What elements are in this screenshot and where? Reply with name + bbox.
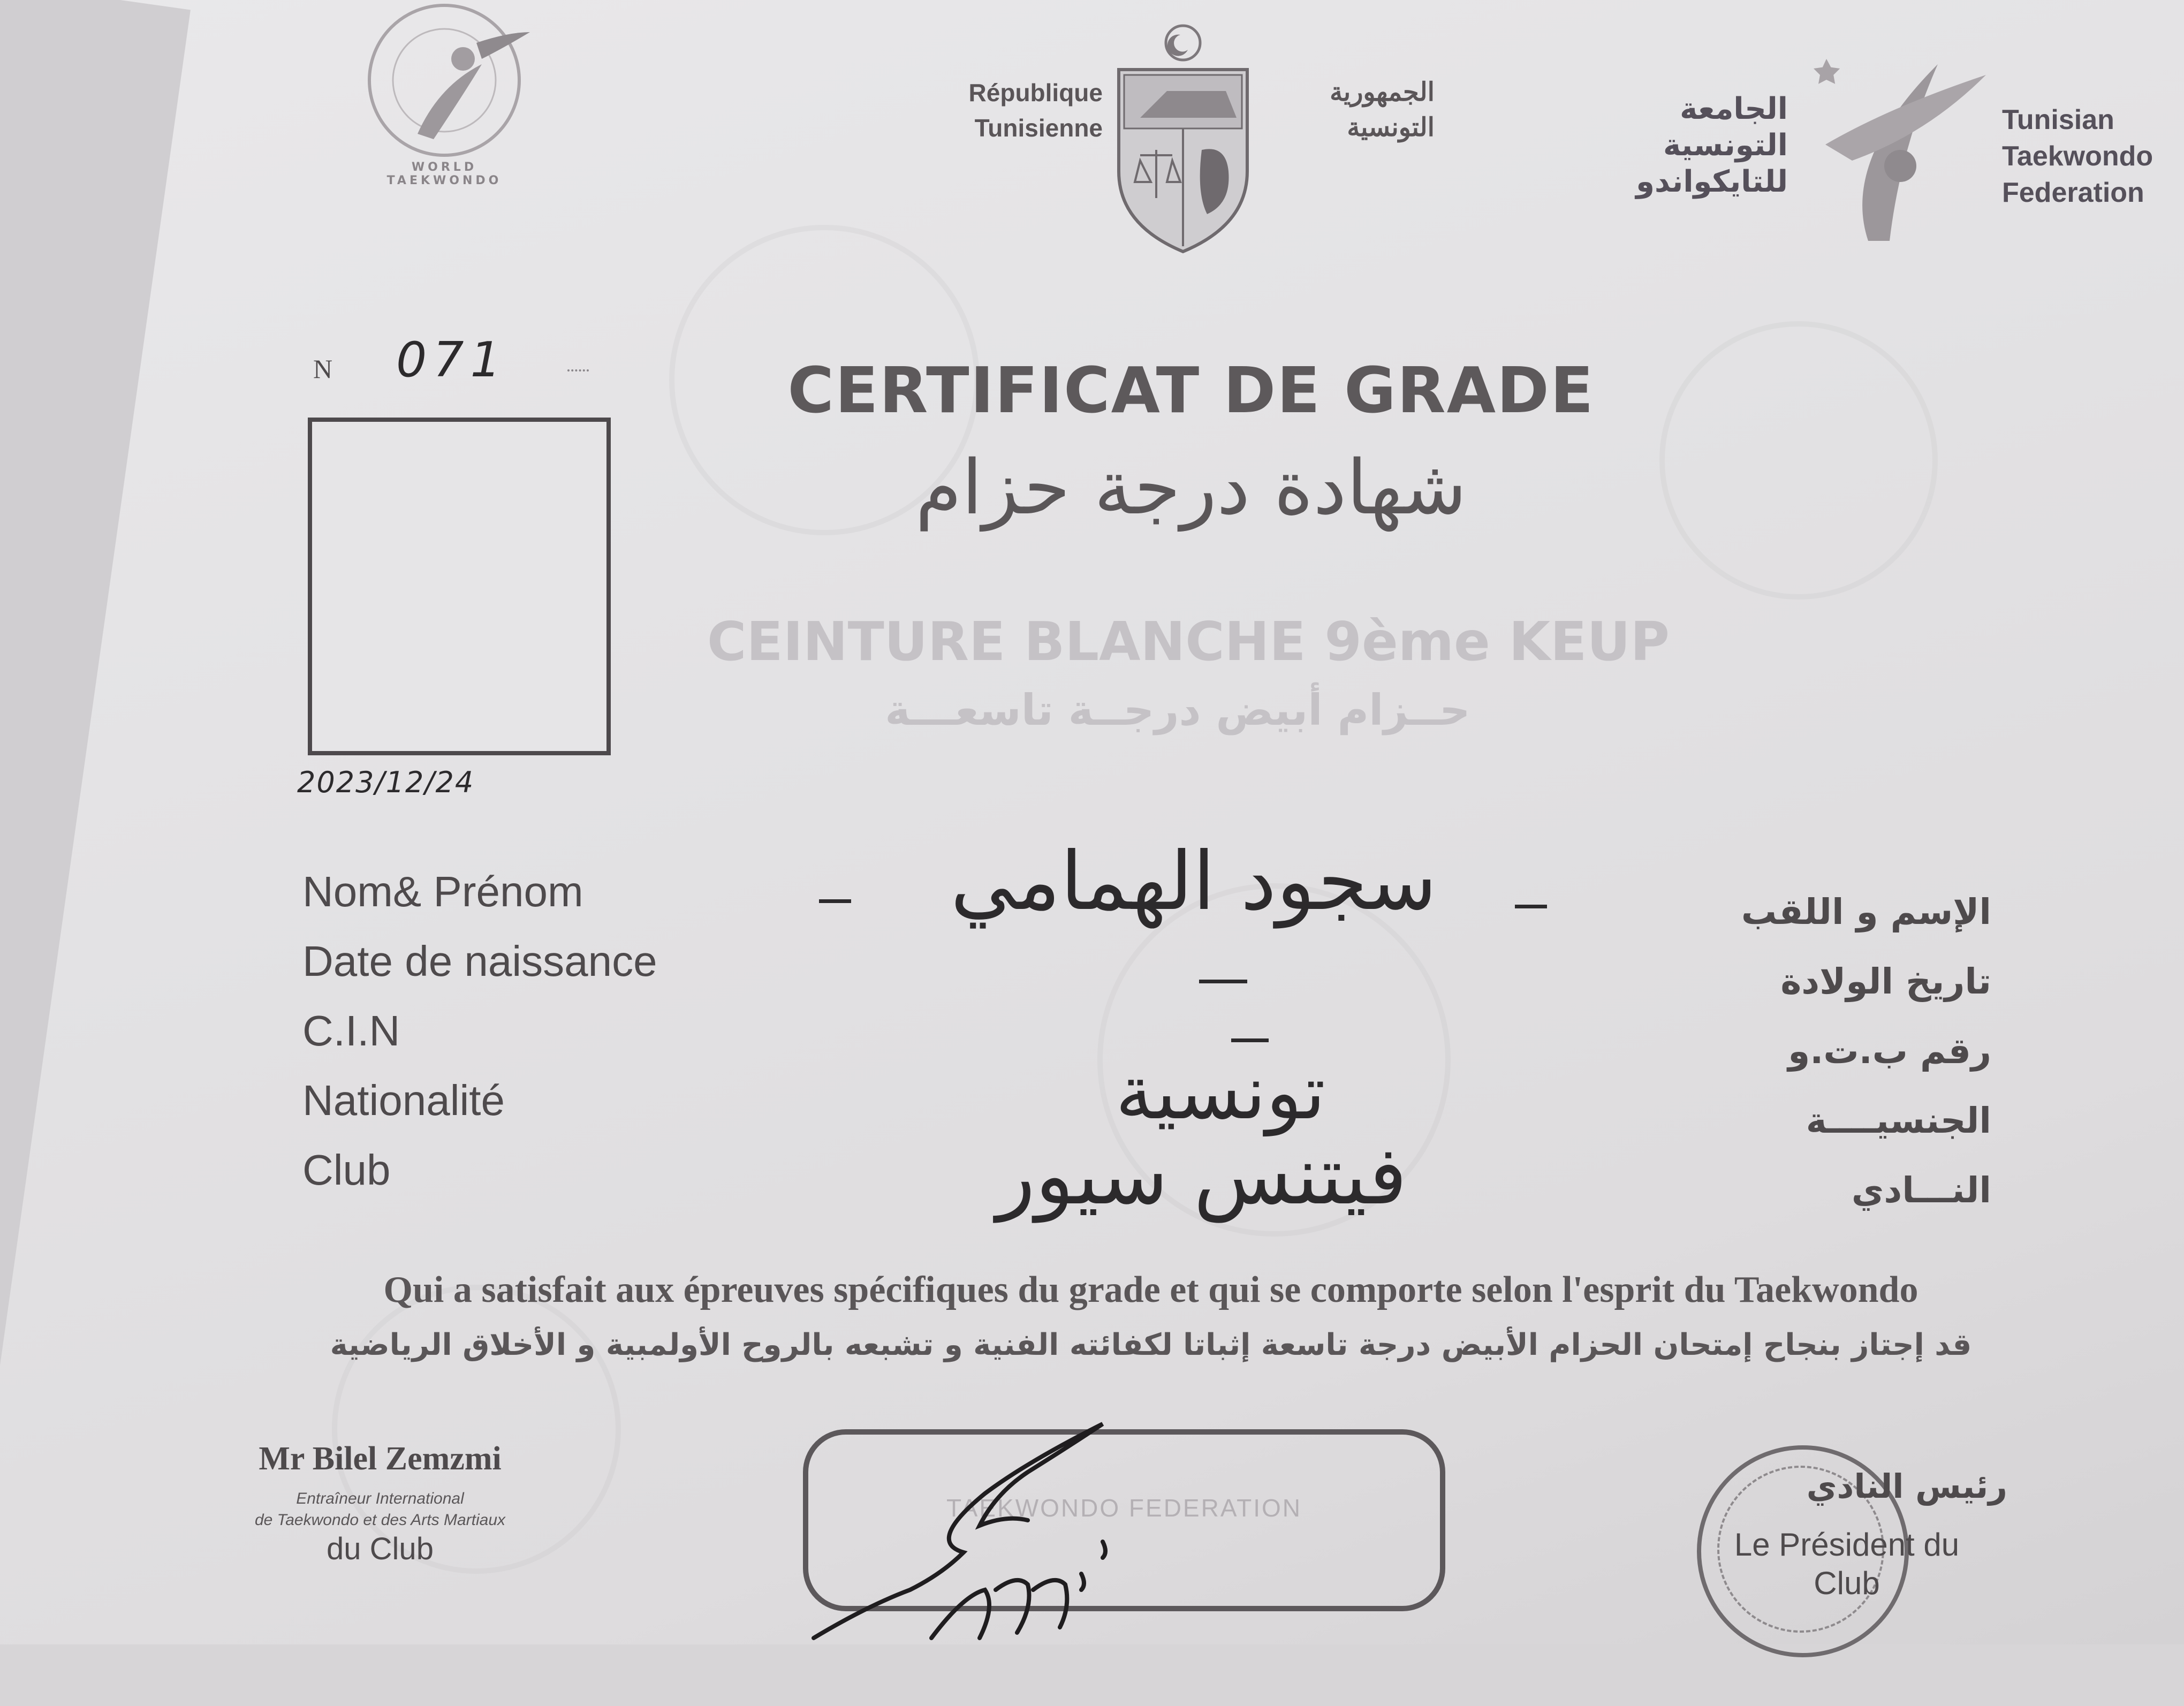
federation-en-line: Taekwondo	[2002, 141, 2153, 172]
federation-ar-line: التونسية	[1663, 128, 1788, 163]
field-label-club-fr: Club	[302, 1146, 391, 1194]
coach-title-line: de Taekwondo et des Arts Martiaux	[254, 1511, 506, 1529]
signature-scribble-icon	[803, 1413, 1231, 1644]
field-label-cin-ar: رقم ب.ت.و	[1788, 1030, 1991, 1072]
wt-logo-text: WORLD TAEKWONDO	[386, 161, 502, 187]
world-taekwondo-logo	[353, 0, 535, 187]
photo-date: 2023/12/24	[297, 765, 475, 799]
country-name-fr	[921, 75, 1103, 146]
field-value-club: فيتنس سيور	[996, 1129, 1407, 1223]
field-label-club-ar: النـــادي	[1851, 1170, 1991, 1211]
country-fr-line: République	[968, 79, 1103, 107]
stamp-text: TAEKWONDO FEDERATION	[946, 1494, 1302, 1522]
field-label-cin-fr: C.I.N	[302, 1007, 400, 1055]
field-label-name-ar: الإسم و اللقب	[1741, 891, 1991, 932]
federation-name-en	[2002, 102, 2173, 211]
federation-logo-icon	[1809, 43, 2002, 246]
country-name-ar	[1263, 75, 1435, 146]
name-dash-right	[1515, 905, 1547, 908]
coat-of-arms-icon	[1103, 21, 1263, 257]
country-ar-line: الجمهورية	[1330, 78, 1435, 107]
coach-name: Mr Bilel Zemzmi	[259, 1440, 502, 1477]
photo-box	[308, 418, 611, 755]
field-value-nationality: تونسية	[1115, 1049, 1326, 1136]
field-label-nationality-fr: Nationalité	[302, 1076, 505, 1124]
grade-ar: حــزام أبيض درجــة تاسعـــة	[885, 685, 1470, 735]
president-title-ar: رئيس النادي	[1806, 1467, 2007, 1506]
field-label-name-fr: Nom& Prénom	[302, 868, 583, 915]
coach-role: du Club	[327, 1531, 434, 1566]
signature	[803, 1413, 1231, 1644]
federation-logo	[1809, 43, 2002, 246]
statement-fr: Qui a satisfait aux épreuves spécifiques du grade et qui se comporte selon l'esprit du Taekwondo	[383, 1269, 1918, 1310]
country-ar-line: التونسية	[1347, 113, 1435, 142]
certificate-title-ar: شهادة درجة حزام	[915, 444, 1467, 532]
president-title-fr	[1686, 1526, 2007, 1603]
field-label-birthdate-fr: Date de naissance	[302, 937, 657, 985]
grade-fr: CEINTURE BLANCHE 9ème KEUP	[707, 610, 1670, 673]
country-fr-line: Tunisienne	[974, 114, 1103, 142]
name-dash-left	[819, 899, 851, 903]
federation-en-line: Tunisian	[2002, 104, 2114, 135]
coach-title	[203, 1488, 557, 1531]
birthdate-dash	[1199, 980, 1247, 983]
cin-dash	[1231, 1038, 1269, 1042]
certificate-title-fr: CERTIFICAT DE GRADE	[787, 353, 1595, 427]
president-fr-line: Le Président du	[1734, 1527, 1960, 1563]
field-value-name: سجود الهمامي	[950, 835, 1437, 928]
federation-ar-line: الجامعة	[1680, 92, 1788, 126]
watermark-circle	[1659, 321, 1938, 600]
statement-ar: قد إجتاز بنجاح إمتحان الحزام الأبيض درجة تاسعة إثباتا لكفائته الفنية و تشبعه بالروح الأولمبية و الأخلاق الرياضية	[330, 1328, 1972, 1362]
certificate-number-label: N	[313, 354, 333, 384]
president-fr-line: Club	[1814, 1565, 1880, 1601]
federation-ar-line: للتايكواندو	[1636, 164, 1788, 199]
field-label-nationality-ar: الجنسيــــة	[1806, 1100, 1991, 1141]
field-label-birthdate-ar: تاريخ الولادة	[1780, 961, 1991, 1002]
world-taekwondo-logo-icon	[353, 0, 535, 182]
federation-en-line: Federation	[2002, 177, 2144, 208]
coach-title-line: Entraîneur International	[296, 1490, 464, 1507]
coat-of-arms-emblem	[1103, 21, 1263, 257]
federation-name-ar	[1584, 91, 1788, 200]
certificate-number-value: 071	[396, 332, 507, 388]
number-dotted-line	[567, 369, 589, 371]
